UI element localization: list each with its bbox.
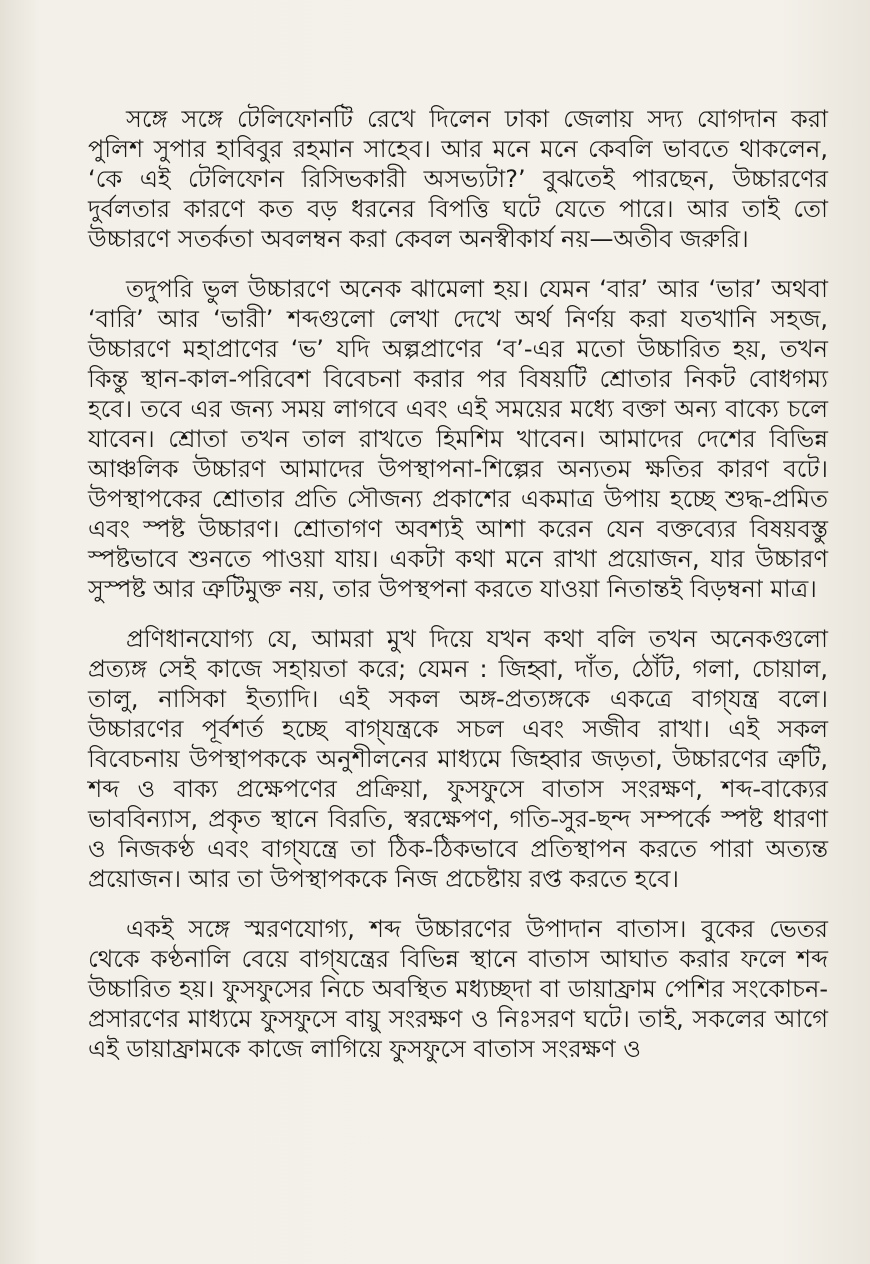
- paragraph-2: তদুপরি ভুল উচ্চারণে অনেক ঝামেলা হয়। যেমন ‘বার’ আর ‘ভার’ অথবা ‘বারি’ আর ‘ভারী’ শব্দগুলো লেখা দেখে অর্থ নির্ণয় করা যতখানি সহজ, উচ্চারণে মহাপ্রাণের ‘ভ’ যদি অল্পপ্রাণের ‘ব’-এর মতো উচ্চারিত হয়, তখন কিন্তু স্থান-কাল-পরিবেশ বিবেচনা করার পর বিষয়টি শ্রোতার নিকট বোধগম্য হবে। তবে এর জন্য সময় লাগবে এবং এই সময়ের মধ্যে বক্তা অন্য বাক্যে চলে যাবেন। শ্রোতা তখন তাল রাখতে হিমশিম খাবেন। আমাদের দেশের বিভিন্ন আঞ্চলিক উচ্চারণ আমাদের উপস্থাপনা-শিল্পের অন্যতম ক্ষতির কারণ বটে। উপস্থাপকের শ্রোতার প্রতি সৌজন্য প্রকাশের একমাত্র উপায় হচ্ছে শুদ্ধ-প্রমিত এবং স্পষ্ট উচ্চারণ। শ্রোতাগণ অবশ্যই আশা করেন যেন বক্তব্যের বিষয়বস্তু স্পষ্টভাবে শুনতে পাওয়া যায়। একটা কথা মনে রাখা প্রয়োজন, যার উচ্চারণ সুস্পষ্ট আর ত্রুটিমুক্ত নয়, তার উপস্থপনা করতে যাওয়া নিতান্তই বিড়ম্বনা মাত্র।: [88, 275, 828, 603]
- paragraph-3: প্রণিধানযোগ্য যে, আমরা মুখ দিয়ে যখন কথা বলি তখন অনেকগুলো প্রত্যঙ্গ সেই কাজে সহায়তা করে; যেমন : জিহ্বা, দাঁত, ঠোঁট, গলা, চোয়াল, তালু, নাসিকা ইত্যাদি। এই সকল অঙ্গ-প্রত্যঙ্গকে একত্রে বাগ্‌যন্ত্র বলে। উচ্চারণের পূর্বশর্ত হচ্ছে বাগ্‌যন্ত্রকে সচল এবং সজীব রাখা। এই সকল বিবেচনায় উপস্থাপককে অনুশীলনের মাধ্যমে জিহ্বার জড়তা, উচ্চারণের ত্রুটি, শব্দ ও বাক্য প্রক্ষেপণের প্রক্রিয়া, ফুসফুসে বাতাস সংরক্ষণ, শব্দ-বাক্যের ভাববিন্যাস, প্রকৃত স্থানে বিরতি, স্বরক্ষেপণ, গতি-সুর-ছন্দ সম্পর্কে স্পষ্ট ধারণা ও নিজকণ্ঠ এবং বাগ্‌যন্ত্রে তা ঠিক-ঠিকভাবে প্রতিস্থাপন করতে পারা অত্যন্ত প্রয়োজন। আর তা উপস্থাপককে নিজ প্রচেষ্টায় রপ্ত করতে হবে।: [88, 625, 828, 893]
- paragraph-4: একই সঙ্গে স্মরণযোগ্য, শব্দ উচ্চারণের উপাদান বাতাস। বুকের ভেতর থেকে কণ্ঠনালি বেয়ে বাগ্‌যন্ত্রের বিভিন্ন স্থানে বাতাস আঘাত করার ফলে শব্দ উচ্চারিত হয়। ফুসফুসের নিচে অবস্থিত মধ্যচ্ছদা বা ডায়াফ্রাম পেশির সংকোচন-প্রসারণের মাধ্যমে ফুসফুসে বায়ু সংরক্ষণ ও নিঃসরণ ঘটে। তাই, সকলের আগে এই ডায়াফ্রামকে কাজে লাগিয়ে ফুসফুসে বাতাস সংরক্ষণ ও: [88, 915, 828, 1063]
- paragraph-1: সঙ্গে সঙ্গে টেলিফোনটি রেখে দিলেন ঢাকা জেলায় সদ্য যোগদান করা পুলিশ সুপার হাবিবুর রহমান সাহেব। আর মনে মনে কেবলি ভাবতে থাকলেন, ‘কে এই টেলিফোন রিসিভকারী অসভ্যটা?’ বুঝতেই পারছেন, উচ্চারণের দুর্বলতার কারণে কত বড় ধরনের বিপত্তি ঘটে যেতে পারে। আর তাই তো উচ্চারণে সতর্কতা অবলম্বন করা কেবল অনস্বীকার্য নয়—অতীব জরুরি।: [88, 105, 828, 253]
- body-text: [88, 104, 828, 1064]
